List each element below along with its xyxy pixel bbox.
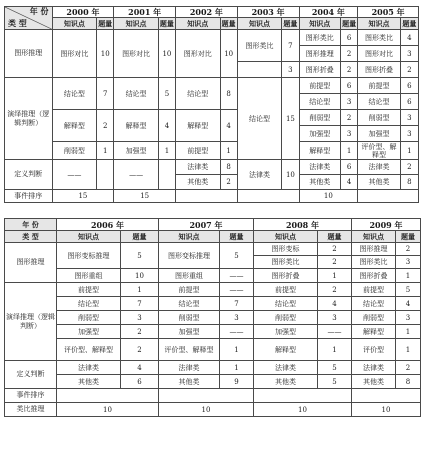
table-cell: 解释型 bbox=[52, 110, 97, 142]
table-cell: 结论型 bbox=[114, 78, 159, 110]
category-definition-judgment: 定义判断 bbox=[5, 160, 53, 190]
table-cell: —— bbox=[114, 160, 159, 190]
table-cell: 削弱型 bbox=[352, 311, 396, 325]
table-cell: 1 bbox=[220, 339, 254, 361]
table-cell: 1 bbox=[396, 339, 421, 361]
analogy-2009-value: 10 bbox=[352, 403, 421, 417]
table-cell: 图形变标推理 bbox=[57, 243, 121, 269]
table-cell: 结论型 bbox=[52, 78, 97, 110]
table-cell: 2 bbox=[396, 361, 421, 375]
table-cell: 2 bbox=[121, 325, 159, 339]
table-cell: 法律类 bbox=[299, 160, 341, 175]
kp-header: 知识点 bbox=[352, 231, 396, 243]
table-cell: 结论型 bbox=[254, 297, 318, 311]
table-cell: 结论型 bbox=[237, 78, 282, 160]
count-header: 题量 bbox=[121, 231, 159, 243]
table-cell: 法律类 bbox=[237, 160, 282, 190]
table-cell: 3 bbox=[400, 110, 418, 126]
table-cell: 削弱型 bbox=[52, 142, 97, 160]
count-header: 题量 bbox=[221, 19, 236, 28]
table-cell: 4 bbox=[396, 297, 421, 311]
event-2002-value bbox=[176, 190, 238, 203]
year-2006-header: 2006 年 bbox=[57, 219, 159, 231]
table-cell: —— bbox=[220, 283, 254, 297]
table-cell: 评价型 bbox=[352, 339, 396, 361]
exam-stats-table-2006-2009 bbox=[4, 218, 421, 417]
table-cell: 加强型 bbox=[57, 325, 121, 339]
table-cell: 3 bbox=[220, 311, 254, 325]
count-header: 题量 bbox=[342, 19, 357, 28]
count-header: 题量 bbox=[283, 19, 298, 28]
table-cell: 9 bbox=[220, 375, 254, 389]
category-deductive-reasoning: 演绎推理（逻辑判断） bbox=[5, 283, 57, 361]
type-header: 类 型 bbox=[8, 19, 27, 28]
table-cell: 5 bbox=[318, 375, 352, 389]
year-2002-header: 2002 年 bbox=[176, 7, 238, 18]
table-cell: 4 bbox=[318, 297, 352, 311]
event-2001-value: 15 bbox=[114, 190, 176, 203]
table-cell: 2 bbox=[220, 175, 237, 190]
table-cell: 1 bbox=[158, 142, 175, 160]
table-cell: 加强型 bbox=[159, 325, 220, 339]
count-header: 题量 bbox=[98, 19, 113, 28]
table-cell: 7 bbox=[220, 297, 254, 311]
table-cell: 解释型 bbox=[254, 339, 318, 361]
table-cell bbox=[97, 160, 114, 190]
table-cell: 其他类 bbox=[254, 375, 318, 389]
table-cell: 5 bbox=[396, 283, 421, 297]
table-cell: 2 bbox=[121, 339, 159, 361]
table-cell: 1 bbox=[341, 142, 358, 160]
count-header: 题量 bbox=[318, 231, 352, 243]
table-cell: 法律类 bbox=[159, 361, 220, 375]
table-cell: 1 bbox=[396, 325, 421, 339]
table-cell: 前提型 bbox=[57, 283, 121, 297]
year-header: 年 份 bbox=[5, 219, 57, 231]
kp-header: 知识点 bbox=[176, 18, 221, 30]
table-cell: 3 bbox=[341, 126, 358, 142]
table-cell: 1 bbox=[400, 142, 418, 160]
table-cell: 7 bbox=[121, 297, 159, 311]
table-cell: 其他类 bbox=[159, 375, 220, 389]
analogy-2008-value: 10 bbox=[254, 403, 352, 417]
year-2001-header: 2001 年 bbox=[114, 7, 176, 18]
table-cell: 图形对比 bbox=[114, 30, 159, 78]
table-cell: 评价型、解释型 bbox=[159, 339, 220, 361]
table-cell: 结论型 bbox=[159, 297, 220, 311]
table-cell: 1 bbox=[318, 339, 352, 361]
table-cell: 图形推理 bbox=[299, 46, 341, 62]
year-2009-header: 2009 年 bbox=[352, 219, 421, 231]
table-cell bbox=[237, 62, 282, 78]
table-cell: 8 bbox=[220, 160, 237, 175]
table-cell: 评价型、解释型 bbox=[57, 339, 121, 361]
table-cell bbox=[158, 160, 175, 190]
table-cell: —— bbox=[318, 325, 352, 339]
event-2006-value bbox=[57, 389, 159, 403]
table-cell: 4 bbox=[121, 361, 159, 375]
table-cell: 2 bbox=[341, 110, 358, 126]
table-cell: 法律类 bbox=[254, 361, 318, 375]
table-cell: 2 bbox=[318, 256, 352, 269]
table-cell: 其他类 bbox=[57, 375, 121, 389]
table-cell: 8 bbox=[400, 175, 418, 190]
table-cell: 结论型 bbox=[299, 94, 341, 110]
table-cell: 加强型 bbox=[299, 126, 341, 142]
table-cell: 1 bbox=[220, 142, 237, 160]
table-cell: 削弱型 bbox=[254, 311, 318, 325]
table-cell: 4 bbox=[341, 175, 358, 190]
category-definition-judgment: 定义判断 bbox=[5, 361, 57, 389]
table-cell: 3 bbox=[121, 311, 159, 325]
table-cell: 图形重组 bbox=[57, 269, 121, 283]
year-2007-header: 2007 年 bbox=[159, 219, 254, 231]
event-2003-value bbox=[237, 190, 299, 203]
exam-stats-table-2000-2005 bbox=[4, 6, 419, 203]
table-cell: 2 bbox=[341, 62, 358, 78]
count-header: 题量 bbox=[220, 231, 254, 243]
table-cell: 3 bbox=[341, 94, 358, 110]
table-cell: 图形类比 bbox=[299, 30, 341, 46]
table-cell: 法律类 bbox=[358, 160, 401, 175]
table-cell: 图形折叠 bbox=[358, 62, 401, 78]
table-cell: 其他类 bbox=[352, 375, 396, 389]
table-cell: —— bbox=[220, 325, 254, 339]
table-cell: 前提型 bbox=[358, 78, 401, 94]
table-cell: 4 bbox=[220, 110, 237, 142]
table-cell: 2 bbox=[318, 243, 352, 256]
table-cell: 4 bbox=[400, 30, 418, 46]
table-cell: 10 bbox=[220, 30, 237, 78]
table-cell: 结论型 bbox=[358, 94, 401, 110]
event-2000-value: 15 bbox=[52, 190, 114, 203]
year-2005-header: 2005 年 bbox=[358, 7, 419, 18]
table-cell: 5 bbox=[121, 243, 159, 269]
year-header: 年 份 bbox=[29, 7, 49, 16]
table-cell: 结论型 bbox=[176, 78, 221, 110]
table-cell: —— bbox=[220, 269, 254, 283]
year-2003-header: 2003 年 bbox=[237, 7, 299, 18]
table-cell: 削弱型 bbox=[57, 311, 121, 325]
table-cell: 法律类 bbox=[176, 160, 221, 175]
table-cell: 1 bbox=[318, 269, 352, 283]
event-2004-value: 10 bbox=[299, 190, 358, 203]
category-analogy-reasoning: 类比推理 bbox=[5, 403, 57, 417]
table-cell: 图形对比 bbox=[358, 46, 401, 62]
table-cell: 解释型 bbox=[352, 325, 396, 339]
table-cell: 2 bbox=[396, 243, 421, 256]
table-cell: 图形对比 bbox=[176, 30, 221, 78]
table-cell: 结论型 bbox=[352, 297, 396, 311]
table-cell: 其他类 bbox=[299, 175, 341, 190]
table-cell: 10 bbox=[282, 160, 299, 190]
table-cell: 削弱型 bbox=[159, 311, 220, 325]
table-cell: 解释型 bbox=[176, 110, 221, 142]
table-cell: 前提型 bbox=[299, 78, 341, 94]
table-cell: 1 bbox=[220, 361, 254, 375]
table-cell: 6 bbox=[121, 375, 159, 389]
table-cell: 1 bbox=[97, 142, 114, 160]
table-cell: 其他类 bbox=[176, 175, 221, 190]
table-cell: 3 bbox=[396, 311, 421, 325]
table-cell: 图形对比 bbox=[52, 30, 97, 78]
table-cell: 结论型 bbox=[57, 297, 121, 311]
table-cell: 1 bbox=[121, 283, 159, 297]
event-2009-value bbox=[352, 389, 421, 403]
table-cell: 图形类比 bbox=[352, 256, 396, 269]
table-cell: 法律类 bbox=[352, 361, 396, 375]
table-cell: 2 bbox=[400, 62, 418, 78]
table-cell: 前提型 bbox=[159, 283, 220, 297]
table-cell: 5 bbox=[158, 78, 175, 110]
table-cell: 法律类 bbox=[57, 361, 121, 375]
table-cell: 3 bbox=[282, 62, 299, 78]
table-cell: 6 bbox=[400, 78, 418, 94]
type-header: 类 型 bbox=[5, 231, 57, 243]
table-cell: 2 bbox=[400, 160, 418, 175]
table-cell: 6 bbox=[400, 94, 418, 110]
kp-header: 知识点 bbox=[254, 231, 318, 243]
kp-header: 知识点 bbox=[57, 231, 121, 243]
category-deductive-reasoning: 演绎推理（逻辑判断） bbox=[5, 78, 53, 160]
table-cell: 图形类比 bbox=[358, 30, 401, 46]
table-cell: 图形重组 bbox=[159, 269, 220, 283]
table-cell: 图形变标推理 bbox=[159, 243, 220, 269]
year-2000-header: 2000 年 bbox=[52, 7, 114, 18]
table-cell: 评价型、解释型 bbox=[358, 142, 401, 160]
kp-header: 知识点 bbox=[52, 18, 97, 30]
category-event-ordering: 事件排序 bbox=[5, 389, 57, 403]
event-2005-value bbox=[358, 190, 419, 203]
category-graphic-reasoning: 图形推理 bbox=[5, 243, 57, 283]
table-cell: 10 bbox=[158, 30, 175, 78]
table-cell: 其他类 bbox=[358, 175, 401, 190]
table-cell: 6 bbox=[341, 30, 358, 46]
category-graphic-reasoning: 图形推理 bbox=[5, 30, 53, 78]
event-2008-value bbox=[254, 389, 352, 403]
table-cell: 5 bbox=[318, 361, 352, 375]
year-type-header-cell bbox=[5, 7, 53, 30]
table-cell: 5 bbox=[220, 243, 254, 269]
kp-header: 知识点 bbox=[299, 18, 341, 30]
count-header: 题量 bbox=[396, 231, 421, 243]
kp-header: 知识点 bbox=[358, 18, 401, 30]
table-cell: 图形折叠 bbox=[299, 62, 341, 78]
table-cell: 加强型 bbox=[114, 142, 159, 160]
year-2004-header: 2004 年 bbox=[299, 7, 358, 18]
table-cell: 解释型 bbox=[114, 110, 159, 142]
table-cell: 3 bbox=[318, 311, 352, 325]
table-cell: 图形类比 bbox=[237, 30, 282, 62]
table-cell: 前提型 bbox=[254, 283, 318, 297]
count-header: 题量 bbox=[400, 18, 418, 30]
table-cell: 图形折叠 bbox=[254, 269, 318, 283]
table-cell: 6 bbox=[341, 78, 358, 94]
table-cell: 2 bbox=[341, 46, 358, 62]
year-2008-header: 2008 年 bbox=[254, 219, 352, 231]
table-cell: 前提型 bbox=[176, 142, 221, 160]
table-cell: 图形变标 bbox=[254, 243, 318, 256]
analogy-2006-value: 10 bbox=[57, 403, 159, 417]
table-cell: 削弱型 bbox=[358, 110, 401, 126]
table-cell: 图形推理 bbox=[352, 243, 396, 256]
table-cell: —— bbox=[52, 160, 97, 190]
table-cell: 2 bbox=[318, 283, 352, 297]
table-cell: 1 bbox=[396, 269, 421, 283]
table-cell: 图形类比 bbox=[254, 256, 318, 269]
table-cell: 15 bbox=[282, 78, 299, 160]
kp-header: 知识点 bbox=[114, 18, 159, 30]
table-cell: 4 bbox=[158, 110, 175, 142]
table-cell: 3 bbox=[396, 256, 421, 269]
table-cell: 10 bbox=[121, 269, 159, 283]
table-cell: 3 bbox=[400, 46, 418, 62]
category-event-ordering: 事件排序 bbox=[5, 190, 53, 203]
analogy-2007-value: 10 bbox=[159, 403, 254, 417]
count-header: 题量 bbox=[159, 19, 174, 28]
table-cell: 2 bbox=[97, 110, 114, 142]
table-cell: 8 bbox=[220, 78, 237, 110]
table-cell: 解释型 bbox=[299, 142, 341, 160]
table-cell: 6 bbox=[341, 160, 358, 175]
table-cell: 加强型 bbox=[358, 126, 401, 142]
table-cell: 削弱型 bbox=[299, 110, 341, 126]
table-cell: 10 bbox=[97, 30, 114, 78]
table-cell: 前提型 bbox=[352, 283, 396, 297]
kp-header: 知识点 bbox=[237, 18, 282, 30]
event-2007-value bbox=[159, 389, 254, 403]
kp-header: 知识点 bbox=[159, 231, 220, 243]
table-cell: 7 bbox=[97, 78, 114, 110]
table-cell: 7 bbox=[282, 30, 299, 62]
table-cell: 3 bbox=[400, 126, 418, 142]
table-cell: 8 bbox=[396, 375, 421, 389]
table-cell: 图形折叠 bbox=[352, 269, 396, 283]
table-cell: 加强型 bbox=[254, 325, 318, 339]
